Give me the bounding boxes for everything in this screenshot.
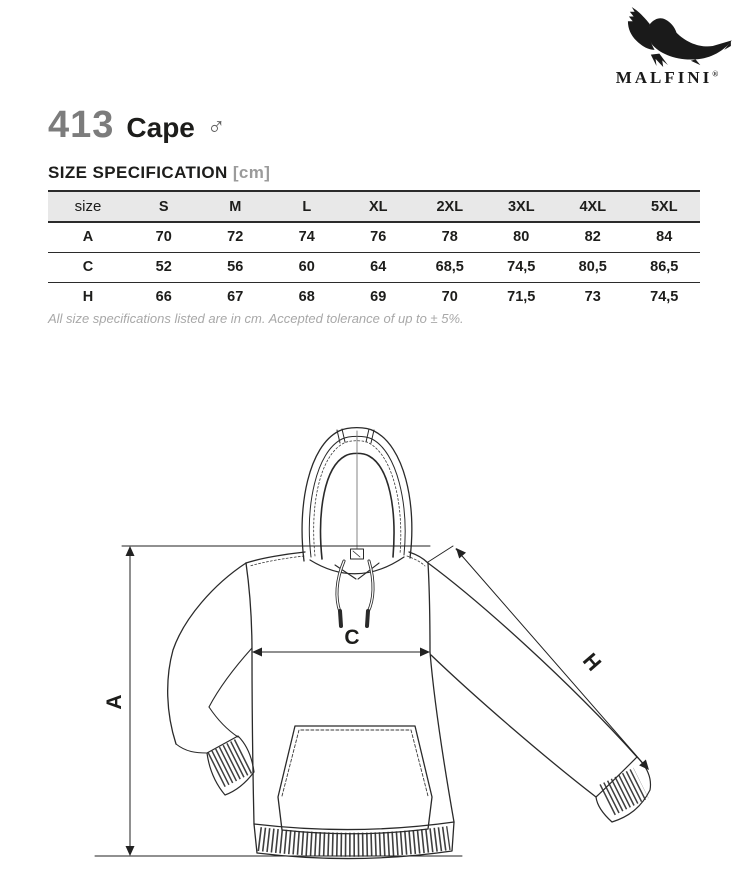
drawstrings xyxy=(337,561,373,626)
cell: 52 xyxy=(155,259,172,275)
size-specification-table xyxy=(48,190,700,312)
male-gender-icon: ♂ xyxy=(206,113,226,141)
row-label: H xyxy=(82,289,94,306)
section-title: SIZE SPECIFICATION xyxy=(48,163,228,182)
col-header-3xl: 3XL xyxy=(507,198,535,215)
dim-label-h: H xyxy=(577,649,606,676)
hem-band xyxy=(254,822,454,859)
cell: 84 xyxy=(656,229,673,246)
drawstring-aglet xyxy=(367,611,368,626)
left-cuff-ribbing xyxy=(216,755,246,770)
product-code: 413 xyxy=(48,104,115,146)
brand-logo xyxy=(594,6,740,88)
product-name: Cape xyxy=(126,112,195,143)
hoodie-measurement-diagram xyxy=(85,415,665,878)
section-unit: [cm] xyxy=(232,163,271,182)
right-sleeve xyxy=(428,563,650,822)
pocket-stitching xyxy=(282,730,428,796)
cell: 86,5 xyxy=(650,259,679,275)
drawstring-aglet xyxy=(340,611,341,626)
dimension-c xyxy=(252,626,430,657)
dim-label-c: C xyxy=(344,626,360,649)
right-cuff-ribbing xyxy=(607,783,641,800)
tolerance-note: All size specifications listed are in cm. Accepted tolerance of up to ± 5%. xyxy=(48,311,464,326)
row-label: A xyxy=(82,229,94,246)
col-header-4xl: 4XL xyxy=(579,198,607,215)
table-row-a xyxy=(48,222,700,252)
cell: 74,5 xyxy=(650,289,679,306)
hem-ribbing xyxy=(259,838,449,845)
registered-mark: ® xyxy=(712,69,719,79)
collar-curve xyxy=(310,557,404,574)
dimension-a xyxy=(95,546,462,856)
cell: 80 xyxy=(513,229,530,246)
brand-name: MALFINI® xyxy=(615,68,719,87)
section-heading xyxy=(48,163,270,183)
hood xyxy=(302,428,412,579)
cell: 71,5 xyxy=(507,289,536,306)
cell: 70 xyxy=(441,289,458,306)
kangaroo-pocket xyxy=(278,726,432,834)
cell: 82 xyxy=(584,229,601,246)
col-header-s: S xyxy=(158,198,169,215)
dim-label-a: A xyxy=(103,694,126,710)
row-label: C xyxy=(82,259,94,275)
product-title xyxy=(48,104,226,147)
cell: 80,5 xyxy=(578,259,607,275)
cell: 73 xyxy=(584,289,601,306)
cell: 69 xyxy=(370,289,387,306)
col-header-size: size xyxy=(74,198,102,215)
cell: 68,5 xyxy=(435,259,464,275)
cell: 60 xyxy=(298,259,315,275)
col-header-xl: XL xyxy=(368,198,388,215)
cell: 76 xyxy=(370,229,387,246)
cell: 70 xyxy=(155,229,172,246)
cell: 67 xyxy=(227,289,244,306)
left-sleeve xyxy=(168,563,254,795)
cell: 56 xyxy=(227,259,244,275)
col-header-m: M xyxy=(229,198,242,215)
col-header-l: L xyxy=(302,198,312,215)
table-row-h xyxy=(48,282,700,312)
col-header-2xl: 2XL xyxy=(436,198,464,215)
table-header-row xyxy=(48,191,700,222)
cell: 68 xyxy=(298,289,315,306)
cell: 78 xyxy=(441,229,458,246)
cell: 74 xyxy=(298,229,315,246)
falcon-icon xyxy=(600,6,734,67)
torso xyxy=(246,552,454,824)
cell: 66 xyxy=(155,289,172,306)
col-header-5xl: 5XL xyxy=(650,198,678,215)
cell: 72 xyxy=(227,229,244,246)
cell: 74,5 xyxy=(507,259,536,275)
cell: 64 xyxy=(370,259,387,275)
table-row-c xyxy=(48,252,700,282)
